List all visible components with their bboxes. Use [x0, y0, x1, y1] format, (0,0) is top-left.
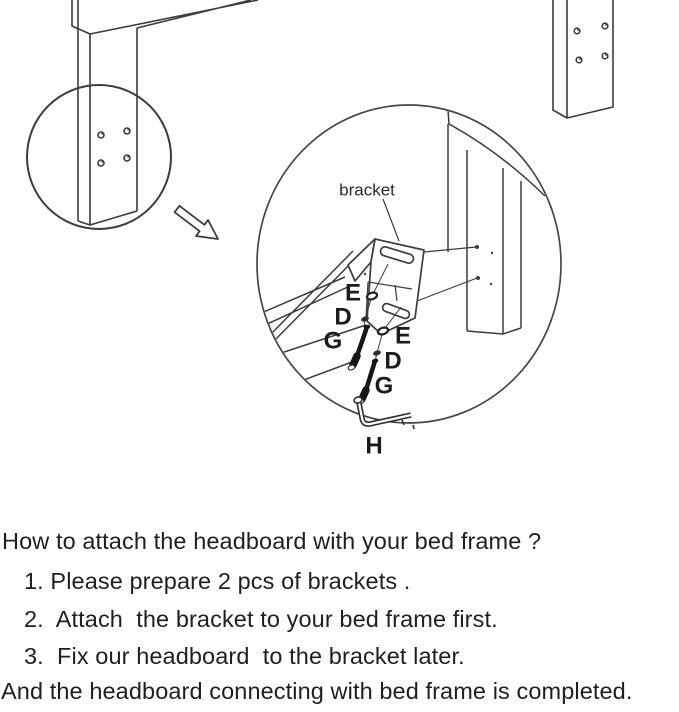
instructions-footer: And the headboard connecting with bed frame is completed.: [1, 678, 633, 704]
bracket-leader-line: [383, 199, 399, 241]
washer-d-right: [372, 349, 381, 356]
headboard-corner-drawing: [27, 0, 258, 229]
bolt-g-left: [348, 324, 371, 371]
instruction-step-2: 2. Attach the bracket to your bed frame first.: [24, 606, 498, 632]
post-screw-holes: [574, 23, 608, 63]
instruction-step-1: 1. Please prepare 2 pcs of brackets .: [24, 568, 411, 594]
headboard-leg-lines: [72, 0, 258, 225]
label-h-allen-key: H: [365, 432, 383, 460]
instructions-heading: How to attach the headboard with your bed frame ?: [2, 528, 542, 554]
detail-view: [252, 105, 561, 460]
tick-marks: [402, 420, 414, 429]
label-e-left: E: [344, 279, 362, 307]
label-g-left: G: [323, 327, 343, 355]
label-e-right: E: [394, 322, 412, 350]
zoom-arrow-icon: [175, 206, 218, 239]
bedframe-post-drawing: [553, 0, 613, 118]
alignment-leader-lines: [417, 247, 477, 301]
leg-screw-holes: [98, 128, 130, 166]
label-d-right: D: [384, 347, 402, 375]
magnifier-circle-small: [27, 85, 171, 229]
bracket-label: bracket: [339, 180, 395, 200]
label-g-right: G: [374, 372, 394, 400]
label-d-left: D: [334, 303, 352, 331]
instruction-step-3: 3. Fix our headboard to the bracket later.: [24, 643, 465, 669]
magnified-post-lines: [448, 110, 545, 334]
